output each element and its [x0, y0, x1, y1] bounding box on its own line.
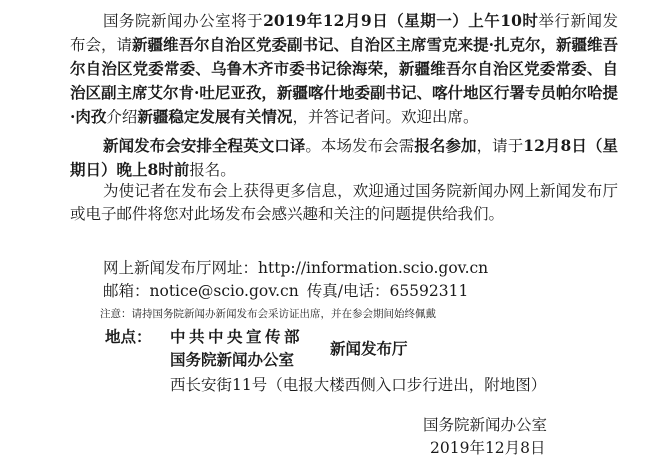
- interpretation-note: 新闻发布会安排全程英文口译: [103, 136, 306, 155]
- event-datetime: 2019年12月9日（星期一）上午10时: [263, 11, 539, 30]
- registration-deadline: 12月8日（星期日）晚上8时前: [70, 136, 618, 179]
- signature-org: 国务院新闻办公室: [423, 416, 548, 434]
- registration-required: 报名参加: [414, 136, 477, 155]
- intro-text-4: ，并答记者问。欢迎出席。: [292, 108, 479, 126]
- venue-hall: 新闻发布厅: [330, 339, 408, 358]
- venue-org-publicity-dept: 中共中央宣传部: [170, 327, 304, 346]
- fax-label: 传真/电话：: [306, 282, 390, 300]
- topic: 新疆稳定发展有关情况: [137, 107, 293, 126]
- email-address[interactable]: notice@scio.gov.cn: [149, 282, 299, 300]
- fax-number: 65592311: [389, 282, 469, 300]
- intro-text-3: 介绍: [106, 108, 138, 126]
- attendance-note: 注意：请持国务院新闻办新闻发布会采访证出席，并在参会期间始终佩戴: [100, 308, 436, 320]
- website-line: [103, 258, 488, 278]
- contact-line: [103, 281, 468, 301]
- intro-text-2: 举行新闻发布会，请: [70, 12, 618, 54]
- website-label: 网上新闻发布厅网址：: [103, 259, 259, 277]
- venue-address: 西长安街11号（电报大楼西侧入口步行进出，附地图）: [170, 376, 547, 394]
- registration-paragraph: [70, 134, 618, 182]
- venue-org-scio: 国务院新闻办公室: [170, 350, 295, 369]
- website-url[interactable]: http://information.scio.gov.cn: [258, 259, 489, 277]
- venue-label: 地点：: [105, 327, 152, 346]
- signature-date: 2019年12月8日: [430, 439, 546, 457]
- registration-text-3: 报名。: [189, 161, 236, 179]
- questions-paragraph: 为使记者在发布会上获得更多信息，欢迎通过国务院新闻办网上新闻发布厅或电子邮件将您对此场发布会感兴趣和关注的问题提供给我们。: [70, 182, 618, 223]
- speakers-list: 新疆维吾尔自治区党委副书记、自治区主席雪克来提·扎克尔，新疆维吾尔自治区党委常委、乌鲁木齐市委书记徐海荣，新疆维吾尔自治区党委常委、自治区副主席艾尔肯·吐尼亚孜，新疆喀什地委副书记、喀什地区行署专员帕尔哈提·肉孜: [70, 35, 618, 126]
- registration-text-1: 。本场发布会需: [305, 137, 415, 155]
- registration-text-2: ，请于: [476, 137, 524, 155]
- email-label: 邮箱：: [103, 282, 150, 300]
- intro-text-1: 国务院新闻办公室将于: [103, 12, 264, 30]
- intro-paragraph: [70, 9, 618, 129]
